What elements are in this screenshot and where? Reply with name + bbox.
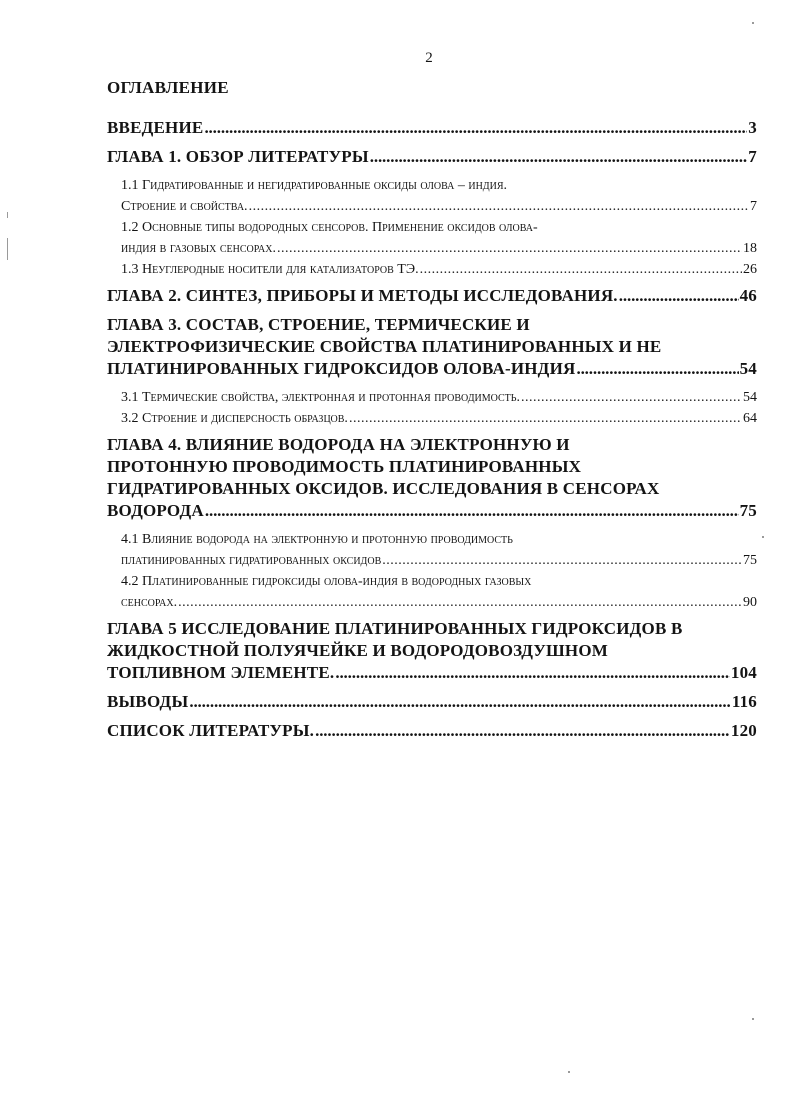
toc-chapter-entry <box>107 434 757 522</box>
toc-entry-leader-line <box>121 196 757 217</box>
dot-leader <box>189 691 730 713</box>
toc-page-number: 90 <box>743 595 757 610</box>
dot-leader <box>370 146 748 168</box>
toc-entry-text-line: Строение и свойства. <box>121 199 248 214</box>
toc-page-number: 104 <box>730 663 757 682</box>
toc-section-entry <box>121 175 757 217</box>
toc-section-entry <box>121 529 757 571</box>
toc-entry-text-line: сенсорах. <box>121 595 178 610</box>
toc-entry-text-line: 3.1 Термические свойства, электронная и протонная проводимость. <box>121 390 521 405</box>
dot-leader <box>205 500 739 522</box>
toc-section-entry <box>121 259 757 280</box>
toc-entry-text-line: ГЛАВА 4. ВЛИЯНИЕ ВОДОРОДА НА ЭЛЕКТРОННУЮ И <box>107 435 570 454</box>
toc-chapter-entry <box>107 117 757 139</box>
toc-entry-leader-line <box>107 500 757 522</box>
toc-page-number: 46 <box>739 286 757 305</box>
toc-entry-text-line: 1.3 Неуглеродные носители для катализаторов ТЭ. <box>121 262 419 277</box>
toc-entry-leader-line <box>121 592 757 613</box>
dot-leader <box>249 196 749 217</box>
toc-entry-leader-line <box>121 408 757 429</box>
toc-entry-text-line: 1.2 Основные типы водородных сенсоров. Применение оксидов олова- <box>121 220 538 235</box>
toc-entry-text-line: 3.2 Строение и дисперсность образцов. <box>121 411 348 426</box>
dot-leader <box>335 662 730 684</box>
dot-leader <box>315 720 730 742</box>
toc-chapter-entry <box>107 146 757 168</box>
toc-page-number: 54 <box>739 359 757 378</box>
dot-leader <box>619 285 739 307</box>
toc-page-number: 75 <box>743 553 757 568</box>
toc-entry-leader-line <box>121 550 757 571</box>
toc-entry-text-line: ГИДРАТИРОВАННЫХ ОКСИДОВ. ИССЛЕДОВАНИЯ В СЕНСОРАХ <box>107 479 660 498</box>
toc-entry-text-line: 1.1 Гидратированные и негидратированные оксиды олова – индия. <box>121 178 508 193</box>
toc-page-number: 3 <box>748 118 757 137</box>
toc-chapter-entry <box>107 720 757 742</box>
toc-entry-leader-line <box>107 662 757 684</box>
toc-page-number: 54 <box>743 390 757 405</box>
dot-leader <box>521 387 742 408</box>
toc-page-number: 64 <box>743 411 757 426</box>
toc-entry-text-line: ГЛАВА 2. СИНТЕЗ, ПРИБОРЫ И МЕТОДЫ ИССЛЕДОВАНИЯ. <box>107 286 618 305</box>
toc-entry-text-line: ПРОТОННУЮ ПРОВОДИМОСТЬ ПЛАТИНИРОВАННЫХ <box>107 457 582 476</box>
toc-section-entry <box>121 571 757 613</box>
toc-entry-leader-line <box>107 285 757 307</box>
toc-entry-leader-line <box>107 146 757 168</box>
toc-entry-text-line: ВВЕДЕНИЕ <box>107 118 204 137</box>
dot-leader <box>576 358 738 380</box>
toc-entry-leader-line <box>121 387 757 408</box>
toc-title: ОГЛАВЛЕНИЕ <box>107 78 229 97</box>
toc-section-entry <box>121 217 757 259</box>
toc-entry-text-line: СПИСОК ЛИТЕРАТУРЫ. <box>107 721 315 740</box>
toc-entry-text-line: ВЫВОДЫ <box>107 692 189 711</box>
toc-section-entry <box>121 387 757 408</box>
dot-leader <box>277 238 742 259</box>
table-of-contents <box>107 117 757 749</box>
dot-leader <box>178 592 742 613</box>
dot-leader <box>349 408 742 429</box>
toc-entry-leader-line <box>107 358 757 380</box>
toc-page-number: 7 <box>750 199 757 214</box>
dot-leader <box>204 117 747 139</box>
toc-page-number: 26 <box>743 262 757 277</box>
dot-leader <box>382 550 742 571</box>
toc-entry-text-line: индия в газовых сенсорах. <box>121 241 276 256</box>
toc-chapter-entry <box>107 314 757 380</box>
toc-entry-leader-line <box>107 691 757 713</box>
toc-page-number: 120 <box>730 721 757 740</box>
toc-entry-text-line: ВОДОРОДА <box>107 501 204 520</box>
toc-page-number: 75 <box>739 501 757 520</box>
toc-entry-leader-line <box>121 259 757 280</box>
toc-chapter-entry <box>107 285 757 307</box>
toc-entry-text-line: ГЛАВА 3. СОСТАВ, СТРОЕНИЕ, ТЕРМИЧЕСКИЕ И <box>107 315 530 334</box>
toc-page-number: 116 <box>731 692 757 711</box>
toc-page-number: 18 <box>743 241 757 256</box>
toc-page-number: 7 <box>748 147 757 166</box>
dot-leader <box>420 259 742 280</box>
toc-section-entry <box>121 408 757 429</box>
page-number: 2 <box>425 50 433 66</box>
toc-entry-leader-line <box>121 238 757 259</box>
toc-entry-text-line: ГЛАВА 1. ОБЗОР ЛИТЕРАТУРЫ <box>107 147 369 166</box>
toc-entry-text-line: 4.2 Платинированные гидроксиды олова-индия в водородных газовых <box>121 574 532 589</box>
toc-entry-text-line: платинированных гидратированных оксидов <box>121 553 382 568</box>
toc-entry-text-line: ТОПЛИВНОМ ЭЛЕМЕНТЕ. <box>107 663 335 682</box>
toc-entry-leader-line <box>107 117 757 139</box>
toc-entry-text-line: ЭЛЕКТРОФИЗИЧЕСКИЕ СВОЙСТВА ПЛАТИНИРОВАННЫХ И НЕ <box>107 337 662 356</box>
toc-entry-text-line: ПЛАТИНИРОВАННЫХ ГИДРОКСИДОВ ОЛОВА-ИНДИЯ <box>107 359 576 378</box>
toc-chapter-entry <box>107 691 757 713</box>
toc-entry-leader-line <box>107 720 757 742</box>
toc-chapter-entry <box>107 618 757 684</box>
toc-entry-text-line: ЖИДКОСТНОЙ ПОЛУЯЧЕЙКЕ И ВОДОРОДОВОЗДУШНОМ <box>107 641 609 660</box>
toc-entry-text-line: 4.1 Влияние водорода на электронную и протонную проводимость <box>121 532 513 547</box>
toc-entry-text-line: ГЛАВА 5 ИССЛЕДОВАНИЕ ПЛАТИНИРОВАННЫХ ГИДРОКСИДОВ В <box>107 619 683 638</box>
